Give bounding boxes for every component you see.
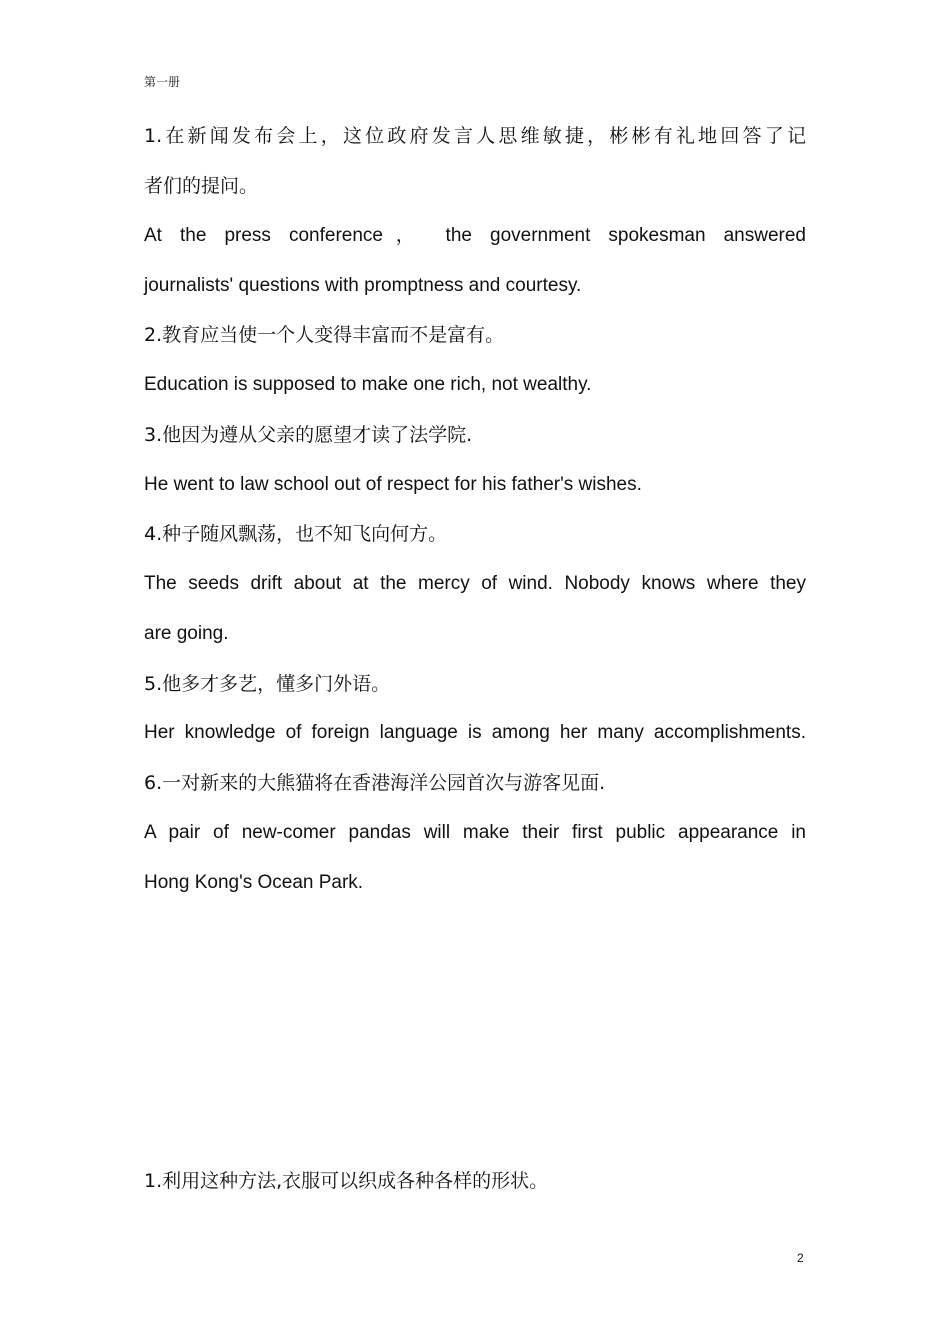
sentence-1-english-line-1: At the press conference， the government spokesman answered xyxy=(144,225,806,246)
sentence-3-english: He went to law school out of respect for his father's wishes. xyxy=(144,474,642,495)
sentence-1-chinese-line-1: 1.在新闻发布会上，这位政府发言人思维敏捷，彬彬有礼地回答了记 xyxy=(144,125,806,147)
sentence-6-english-line-1: A pair of new-comer pandas will make their first public appearance in xyxy=(144,822,806,843)
sentence-4-english-line-2: are going. xyxy=(144,623,229,644)
page-number: 2 xyxy=(797,1251,804,1265)
next-section-sentence-1-chinese: 1.利用这种方法,衣服可以织成各种各样的形状。 xyxy=(144,1170,549,1192)
sentence-3-chinese: 3.他因为遵从父亲的愿望才读了法学院. xyxy=(144,424,473,446)
sentence-4-chinese: 4.种子随风飘荡，也不知飞向何方。 xyxy=(144,523,448,545)
sentence-6-english-line-2: Hong Kong's Ocean Park. xyxy=(144,872,364,893)
sentence-1-english-line-2: journalists' questions with promptness and courtesy. xyxy=(144,275,582,296)
sentence-5-chinese: 5.他多才多艺，懂多门外语。 xyxy=(144,673,391,695)
sentence-4-english-line-1: The seeds drift about at the mercy of wind. Nobody knows where they xyxy=(144,573,806,594)
page-header: 第一册 xyxy=(144,75,181,89)
sentence-6-chinese: 6.一对新来的大熊猫将在香港海洋公园首次与游客见面. xyxy=(144,772,606,794)
sentence-2-chinese: 2.教育应当使一个人变得丰富而不是富有。 xyxy=(144,324,505,346)
sentence-5-english: Her knowledge of foreign language is among her many accomplishments. xyxy=(144,722,806,743)
sentence-2-english: Education is supposed to make one rich, not wealthy. xyxy=(144,374,592,395)
sentence-1-chinese-line-2: 者们的提问。 xyxy=(144,175,259,197)
